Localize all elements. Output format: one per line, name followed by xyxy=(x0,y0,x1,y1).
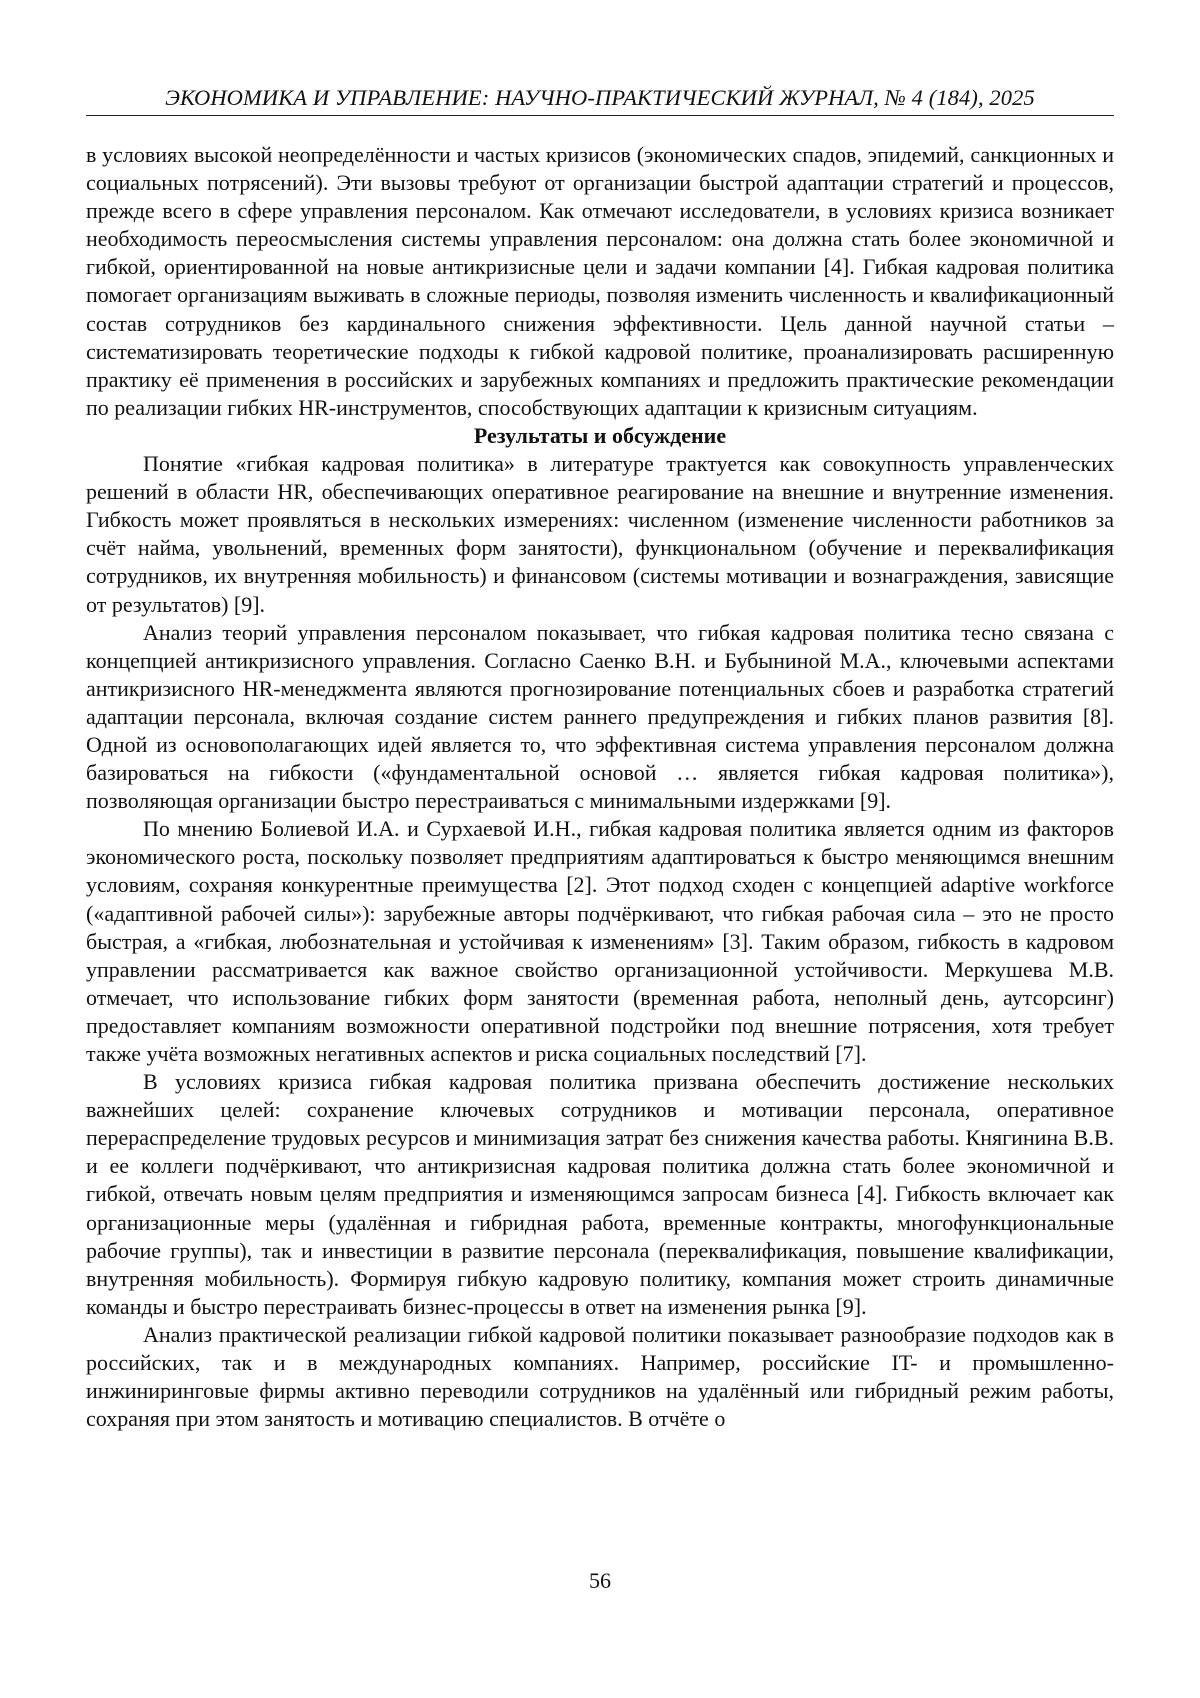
page-number: 56 xyxy=(0,1567,1200,1595)
paragraph-economic-growth-factor: По мнению Болиевой И.А. и Сурхаевой И.Н., гибкая кадровая политика является одним из факторов экономического роста, поскольку позволяет предприятиям адаптироваться к быстро меняющимся внешним условиям, сохраняя конкурентные преимущества [2]. Этот подход сходен с концепцией adaptive workforce («адаптивной рабочей силы»): зарубежные авторы подчёркивают, что гибкая рабочая сила – это не просто быстрая, а «гибкая, любознательная и устойчивая к изменениям» [3]. Таким образом, гибкость в кадровом управлении рассматривается как важное свойство организационной устойчивости. Меркушева М.В. отмечает, что использование гибких форм занятости (временная работа, неполный день, аутсорсинг) предоставляет компаниям возможности оперативной подстройки под внешние потрясения, хотя требует также учёта возможных негативных аспектов и риска социальных последствий [7]. xyxy=(86,815,1114,1068)
paragraph-practical-implementation: Анализ практической реализации гибкой кадровой политики показывает разнообразие подходов как в российских, так и в международных компаниях. Например, российские IT- и промышленно-инжиниринговые фирмы активно переводили сотрудников на удалённый или гибридный режим работы, сохраняя при этом занятость и мотивацию специалистов. В отчёте о xyxy=(86,1321,1114,1433)
intro-continuation-paragraph: в условиях высокой неопределённости и частых кризисов (экономических спадов, эпидемий, санкционных и социальных потрясений). Эти вызовы требуют от организации быстрой адаптации стратегий и процессов, прежде всего в сфере управления персоналом. Как отмечают исследователи, в условиях кризиса возникает необходимость переосмысления системы управления персоналом: она должна стать более экономичной и гибкой, ориентированной на новые антикризисные цели и задачи компании [4]. Гибкая кадровая политика помогает организациям выживать в сложные периоды, позволяя изменить численность и квалификационный состав сотрудников без кардинального снижения эффективности. Цель данной научной статьи – систематизировать теоретические подходы к гибкой кадровой политике, проанализировать расширенную практику её применения в российских и зарубежных компаниях и предложить практические рекомендации по реализации гибких HR-инструментов, способствующих адаптации к кризисным ситуациям. xyxy=(86,141,1114,422)
section-heading: Результаты и обсуждение xyxy=(86,422,1114,450)
paragraph-crisis-goals: В условиях кризиса гибкая кадровая политика призвана обеспечить достижение нескольких важнейших целей: сохранение ключевых сотрудников и мотивации персонала, оперативное перераспределение трудовых ресурсов и минимизация затрат без снижения качества работы. Княгинина В.В. и ее коллеги подчёркивают, что антикризисная кадровая политика должна стать более экономичной и гибкой, отвечать новым целям предприятия и изменяющимся запросам бизнеса [4]. Гибкость включает как организационные меры (удалённая и гибридная работа, временные контракты, многофункциональные рабочие группы), так и инвестиции в развитие персонала (переквалификация, повышение квалификации, внутренняя мобильность). Формируя гибкую кадровую политику, компания может строить динамичные команды и быстро перестраивать бизнес-процессы в ответ на изменения рынка [9]. xyxy=(86,1068,1114,1321)
journal-page xyxy=(0,0,1200,1698)
paragraph-flexible-policy-definition: Понятие «гибкая кадровая политика» в литературе трактуется как совокупность управленческих решений в области HR, обеспечивающих оперативное реагирование на внешние и внутренние изменения. Гибкость может проявляться в нескольких измерениях: численном (изменение численности работников за счёт найма, увольнений, временных форм занятости), функциональном (обучение и переквалификация сотрудников, их внутренняя мобильность) и финансовом (системы мотивации и вознаграждения, зависящие от результатов) [9]. xyxy=(86,450,1114,619)
running-header: ЭКОНОМИКА И УПРАВЛЕНИЕ: НАУЧНО-ПРАКТИЧЕСКИЙ ЖУРНАЛ, № 4 (184), 2025 xyxy=(86,84,1114,112)
header-rule xyxy=(86,115,1114,116)
paragraph-crisis-management-theory: Анализ теорий управления персоналом показывает, что гибкая кадровая политика тесно связана с концепцией антикризисного управления. Согласно Саенко В.Н. и Бубыниной М.А., ключевыми аспектами антикризисного HR-менеджмента являются прогнозирование потенциальных сбоев и разработка стратегий адаптации персонала, включая создание систем раннего предупреждения и гибких планов развития [8]. Одной из основополагающих идей является то, что эффективная система управления персоналом должна базироваться на гибкости («фундаментальной основой … является гибкая кадровая политика»), позволяющая организации быстро перестраиваться с минимальными издержками [9]. xyxy=(86,619,1114,816)
article-body xyxy=(86,141,1114,1433)
